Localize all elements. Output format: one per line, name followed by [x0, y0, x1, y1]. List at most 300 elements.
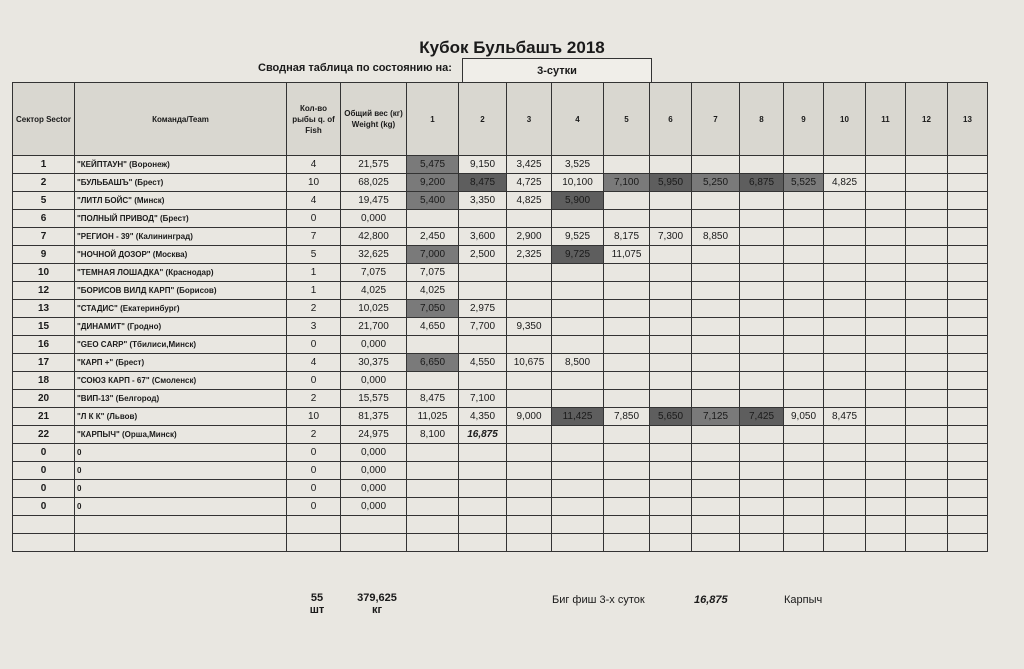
round-cell — [740, 426, 784, 444]
total-fish — [300, 592, 334, 616]
team-cell: "НОЧНОЙ ДОЗОР" (Москва) — [75, 246, 287, 264]
round-cell: 6,875 — [740, 174, 784, 192]
sector-cell: 9 — [13, 246, 75, 264]
round-cell — [459, 264, 507, 282]
round-cell — [507, 282, 552, 300]
team-cell: "БУЛЬБАШЪ" (Брест) — [75, 174, 287, 192]
round-cell — [507, 372, 552, 390]
page-title: Кубок Бульбашъ 2018 — [419, 38, 605, 57]
col-team: Команда/Team — [75, 83, 287, 156]
team-cell: "БОРИСОВ ВИЛД КАРП" (Борисов) — [75, 282, 287, 300]
team-cell — [75, 534, 287, 552]
sector-cell: 0 — [13, 462, 75, 480]
col-round: 8 — [740, 83, 784, 156]
round-cell — [407, 534, 459, 552]
round-cell — [604, 372, 650, 390]
round-cell — [692, 516, 740, 534]
col-round: 2 — [459, 83, 507, 156]
round-cell — [784, 318, 824, 336]
round-cell — [784, 534, 824, 552]
weight-cell: 81,375 — [341, 408, 407, 426]
round-cell — [507, 444, 552, 462]
weight-cell: 42,800 — [341, 228, 407, 246]
round-cell — [552, 480, 604, 498]
round-cell — [784, 246, 824, 264]
round-cell: 9,050 — [784, 408, 824, 426]
team-cell: "Л К К" (Львов) — [75, 408, 287, 426]
round-cell — [604, 210, 650, 228]
round-cell — [906, 282, 948, 300]
sector-cell: 21 — [13, 408, 75, 426]
round-cell: 7,300 — [650, 228, 692, 246]
fish-count-cell: 0 — [287, 336, 341, 354]
round-cell — [740, 156, 784, 174]
round-cell — [824, 318, 866, 336]
round-cell — [824, 354, 866, 372]
round-cell — [906, 498, 948, 516]
round-cell — [906, 408, 948, 426]
team-cell: "GEO CARP" (Тбилиси,Минск) — [75, 336, 287, 354]
round-cell: 4,025 — [407, 282, 459, 300]
round-cell — [692, 192, 740, 210]
table-row — [13, 462, 988, 480]
round-cell — [948, 282, 988, 300]
round-cell — [604, 462, 650, 480]
round-cell — [604, 498, 650, 516]
round-cell — [866, 228, 906, 246]
round-cell: 11,025 — [407, 408, 459, 426]
round-cell: 7,050 — [407, 300, 459, 318]
weight-cell: 0,000 — [341, 444, 407, 462]
sector-cell: 20 — [13, 390, 75, 408]
round-cell: 5,525 — [784, 174, 824, 192]
table-row — [13, 336, 988, 354]
round-cell — [692, 210, 740, 228]
round-cell — [824, 372, 866, 390]
round-cell: 11,425 — [552, 408, 604, 426]
col-round: 10 — [824, 83, 866, 156]
round-cell: 3,425 — [507, 156, 552, 174]
round-cell — [906, 462, 948, 480]
col-round: 3 — [507, 83, 552, 156]
fish-count-cell — [287, 516, 341, 534]
round-cell — [824, 156, 866, 174]
fish-count-cell: 0 — [287, 444, 341, 462]
sector-cell: 18 — [13, 372, 75, 390]
round-cell — [650, 264, 692, 282]
round-cell — [692, 264, 740, 282]
team-cell: 0 — [75, 444, 287, 462]
table-row — [13, 480, 988, 498]
round-cell — [824, 210, 866, 228]
sector-cell: 10 — [13, 264, 75, 282]
round-cell: 10,675 — [507, 354, 552, 372]
weight-cell: 30,375 — [341, 354, 407, 372]
round-cell: 2,900 — [507, 228, 552, 246]
round-cell — [692, 444, 740, 462]
round-cell — [784, 192, 824, 210]
round-cell: 2,500 — [459, 246, 507, 264]
fish-count-cell: 4 — [287, 192, 341, 210]
table-row — [13, 264, 988, 282]
round-cell — [866, 372, 906, 390]
round-cell — [692, 354, 740, 372]
round-cell: 2,325 — [507, 246, 552, 264]
round-cell: 2,450 — [407, 228, 459, 246]
round-cell — [948, 408, 988, 426]
table-row — [13, 444, 988, 462]
round-cell — [866, 174, 906, 192]
round-cell — [906, 210, 948, 228]
round-cell — [740, 246, 784, 264]
col-round: 12 — [906, 83, 948, 156]
round-cell: 4,550 — [459, 354, 507, 372]
round-cell — [650, 462, 692, 480]
round-cell — [507, 534, 552, 552]
weight-cell: 7,075 — [341, 264, 407, 282]
round-cell: 8,500 — [552, 354, 604, 372]
fish-count-cell: 0 — [287, 372, 341, 390]
round-cell — [604, 354, 650, 372]
round-cell — [866, 534, 906, 552]
round-cell — [650, 516, 692, 534]
sector-cell: 15 — [13, 318, 75, 336]
round-cell — [948, 264, 988, 282]
fish-count-cell: 0 — [287, 462, 341, 480]
sector-cell: 0 — [13, 444, 75, 462]
round-cell — [507, 390, 552, 408]
round-cell — [507, 264, 552, 282]
round-cell — [650, 390, 692, 408]
sector-cell: 7 — [13, 228, 75, 246]
round-cell — [824, 480, 866, 498]
sector-cell: 2 — [13, 174, 75, 192]
weight-cell: 15,575 — [341, 390, 407, 408]
round-cell — [784, 498, 824, 516]
round-cell — [948, 156, 988, 174]
team-cell: "КАРПЫЧ" (Орша,Минск) — [75, 426, 287, 444]
round-cell: 11,075 — [604, 246, 650, 264]
weight-cell: 0,000 — [341, 372, 407, 390]
weight-cell: 4,025 — [341, 282, 407, 300]
round-cell — [948, 534, 988, 552]
table-row — [13, 192, 988, 210]
round-cell: 3,350 — [459, 192, 507, 210]
round-cell — [948, 246, 988, 264]
round-cell — [552, 498, 604, 516]
round-cell — [784, 516, 824, 534]
round-cell: 3,525 — [552, 156, 604, 174]
round-cell — [650, 210, 692, 228]
table-row — [13, 174, 988, 192]
round-cell — [866, 462, 906, 480]
round-cell — [459, 210, 507, 228]
round-cell — [407, 462, 459, 480]
round-cell — [740, 516, 784, 534]
fish-count-cell: 5 — [287, 246, 341, 264]
weight-cell: 24,975 — [341, 426, 407, 444]
round-cell: 3,600 — [459, 228, 507, 246]
table-row — [13, 426, 988, 444]
round-cell — [650, 534, 692, 552]
round-cell — [948, 354, 988, 372]
round-cell — [866, 408, 906, 426]
sector-cell: 16 — [13, 336, 75, 354]
header-row — [13, 83, 988, 156]
round-cell: 7,425 — [740, 408, 784, 426]
team-cell: "СОЮЗ КАРП - 67" (Смоленск) — [75, 372, 287, 390]
round-cell — [948, 192, 988, 210]
round-cell — [906, 174, 948, 192]
round-cell — [906, 516, 948, 534]
round-cell — [740, 498, 784, 516]
team-cell: 0 — [75, 462, 287, 480]
round-cell — [507, 480, 552, 498]
sector-cell: 22 — [13, 426, 75, 444]
round-cell — [866, 300, 906, 318]
sector-cell: 12 — [13, 282, 75, 300]
team-cell: "ТЕМНАЯ ЛОШАДКА" (Краснодар) — [75, 264, 287, 282]
round-cell: 16,875 — [459, 426, 507, 444]
round-cell — [604, 426, 650, 444]
round-cell — [866, 498, 906, 516]
table-row — [13, 498, 988, 516]
round-cell — [552, 264, 604, 282]
round-cell — [650, 444, 692, 462]
col-round: 4 — [552, 83, 604, 156]
round-cell — [407, 498, 459, 516]
col-round: 9 — [784, 83, 824, 156]
round-cell — [906, 264, 948, 282]
round-cell — [948, 336, 988, 354]
round-cell — [692, 426, 740, 444]
sector-cell: 0 — [13, 498, 75, 516]
round-cell — [866, 318, 906, 336]
round-cell — [507, 300, 552, 318]
round-cell — [650, 480, 692, 498]
round-cell — [650, 426, 692, 444]
round-cell — [507, 462, 552, 480]
round-cell: 8,475 — [459, 174, 507, 192]
weight-cell: 0,000 — [341, 480, 407, 498]
round-cell — [906, 192, 948, 210]
team-cell: "РЕГИОН - 39" (Калининград) — [75, 228, 287, 246]
round-cell — [692, 318, 740, 336]
round-cell — [552, 534, 604, 552]
round-cell — [507, 210, 552, 228]
round-cell — [866, 264, 906, 282]
round-cell — [692, 498, 740, 516]
round-cell — [604, 390, 650, 408]
round-cell — [784, 480, 824, 498]
round-cell: 5,650 — [650, 408, 692, 426]
round-cell — [692, 246, 740, 264]
round-cell — [459, 336, 507, 354]
col-weight: Общий вес (кг) Weight (kg) — [341, 83, 407, 156]
round-cell: 9,200 — [407, 174, 459, 192]
round-cell — [784, 210, 824, 228]
round-cell — [906, 156, 948, 174]
round-cell — [740, 372, 784, 390]
round-cell — [948, 444, 988, 462]
round-cell — [948, 462, 988, 480]
round-cell: 7,000 — [407, 246, 459, 264]
table-row — [13, 228, 988, 246]
round-cell — [692, 372, 740, 390]
round-cell: 7,075 — [407, 264, 459, 282]
round-cell — [692, 156, 740, 174]
round-cell — [948, 390, 988, 408]
round-cell — [824, 282, 866, 300]
round-cell — [604, 516, 650, 534]
col-round: 6 — [650, 83, 692, 156]
round-cell — [906, 390, 948, 408]
round-cell — [507, 516, 552, 534]
weight-cell: 68,025 — [341, 174, 407, 192]
round-cell — [740, 444, 784, 462]
team-cell: "ПОЛНЫЙ ПРИВОД" (Брест) — [75, 210, 287, 228]
round-cell — [784, 264, 824, 282]
table-row — [13, 534, 988, 552]
team-cell: "КАРП +" (Брест) — [75, 354, 287, 372]
col-round: 11 — [866, 83, 906, 156]
team-cell: "ВИП-13" (Белгород) — [75, 390, 287, 408]
status-value: 3-сутки — [462, 58, 652, 84]
round-cell — [604, 444, 650, 462]
round-cell — [740, 354, 784, 372]
weight-cell — [341, 516, 407, 534]
round-cell — [692, 282, 740, 300]
round-cell — [948, 372, 988, 390]
fish-count-cell: 0 — [287, 210, 341, 228]
round-cell — [906, 336, 948, 354]
bigfish-value: 16,875 — [694, 594, 728, 606]
round-cell — [824, 246, 866, 264]
weight-cell: 0,000 — [341, 210, 407, 228]
round-cell — [906, 300, 948, 318]
fish-count-cell: 3 — [287, 318, 341, 336]
bigfish-team: Карпыч — [784, 594, 823, 606]
round-cell — [650, 336, 692, 354]
round-cell — [906, 354, 948, 372]
round-cell — [824, 300, 866, 318]
table-body — [13, 156, 988, 552]
round-cell — [906, 426, 948, 444]
round-cell — [740, 534, 784, 552]
round-cell — [866, 354, 906, 372]
sector-cell: 1 — [13, 156, 75, 174]
table-row — [13, 246, 988, 264]
round-cell — [740, 264, 784, 282]
round-cell — [552, 426, 604, 444]
fish-count-cell: 10 — [287, 174, 341, 192]
round-cell: 5,950 — [650, 174, 692, 192]
fish-count-cell: 1 — [287, 282, 341, 300]
round-cell — [650, 192, 692, 210]
round-cell — [552, 282, 604, 300]
round-cell — [459, 480, 507, 498]
fish-count-cell: 10 — [287, 408, 341, 426]
round-cell — [459, 282, 507, 300]
weight-cell: 21,700 — [341, 318, 407, 336]
round-cell — [948, 426, 988, 444]
round-cell — [650, 246, 692, 264]
sector-cell: 5 — [13, 192, 75, 210]
round-cell — [784, 426, 824, 444]
col-fish: Кол-во рыбы q. of Fish — [287, 83, 341, 156]
weight-cell: 21,575 — [341, 156, 407, 174]
table-row — [13, 354, 988, 372]
round-cell — [650, 282, 692, 300]
round-cell — [906, 372, 948, 390]
round-cell: 8,475 — [824, 408, 866, 426]
round-cell: 10,100 — [552, 174, 604, 192]
round-cell — [866, 210, 906, 228]
round-cell: 4,650 — [407, 318, 459, 336]
round-cell — [740, 462, 784, 480]
round-cell — [604, 156, 650, 174]
team-cell: "ДИНАМИТ" (Гродно) — [75, 318, 287, 336]
round-cell — [906, 444, 948, 462]
table-row — [13, 372, 988, 390]
total-weight-value: 379,625 — [357, 592, 397, 604]
round-cell — [824, 228, 866, 246]
fish-count-cell: 0 — [287, 480, 341, 498]
round-cell — [906, 228, 948, 246]
round-cell: 4,725 — [507, 174, 552, 192]
round-cell — [692, 300, 740, 318]
round-cell — [948, 174, 988, 192]
col-round: 5 — [604, 83, 650, 156]
fish-count-cell: 7 — [287, 228, 341, 246]
round-cell — [692, 534, 740, 552]
round-cell — [604, 480, 650, 498]
round-cell — [507, 498, 552, 516]
round-cell — [407, 336, 459, 354]
round-cell — [824, 336, 866, 354]
round-cell — [692, 480, 740, 498]
team-cell: "ЛИТЛ БОЙС" (Минск) — [75, 192, 287, 210]
round-cell — [948, 516, 988, 534]
table-row — [13, 300, 988, 318]
weight-cell: 0,000 — [341, 336, 407, 354]
table-row — [13, 156, 988, 174]
round-cell: 9,525 — [552, 228, 604, 246]
round-cell — [866, 426, 906, 444]
weight-cell: 0,000 — [341, 462, 407, 480]
round-cell — [866, 192, 906, 210]
sector-cell — [13, 534, 75, 552]
round-cell — [824, 264, 866, 282]
round-cell — [407, 372, 459, 390]
round-cell — [507, 426, 552, 444]
round-cell — [650, 156, 692, 174]
round-cell — [784, 462, 824, 480]
round-cell — [552, 462, 604, 480]
fish-count-cell — [287, 534, 341, 552]
team-cell — [75, 516, 287, 534]
round-cell — [824, 462, 866, 480]
round-cell: 8,100 — [407, 426, 459, 444]
round-cell — [407, 480, 459, 498]
round-cell — [784, 372, 824, 390]
sector-cell: 13 — [13, 300, 75, 318]
col-round: 7 — [692, 83, 740, 156]
round-cell — [784, 390, 824, 408]
round-cell: 2,975 — [459, 300, 507, 318]
round-cell — [866, 336, 906, 354]
round-cell — [650, 498, 692, 516]
